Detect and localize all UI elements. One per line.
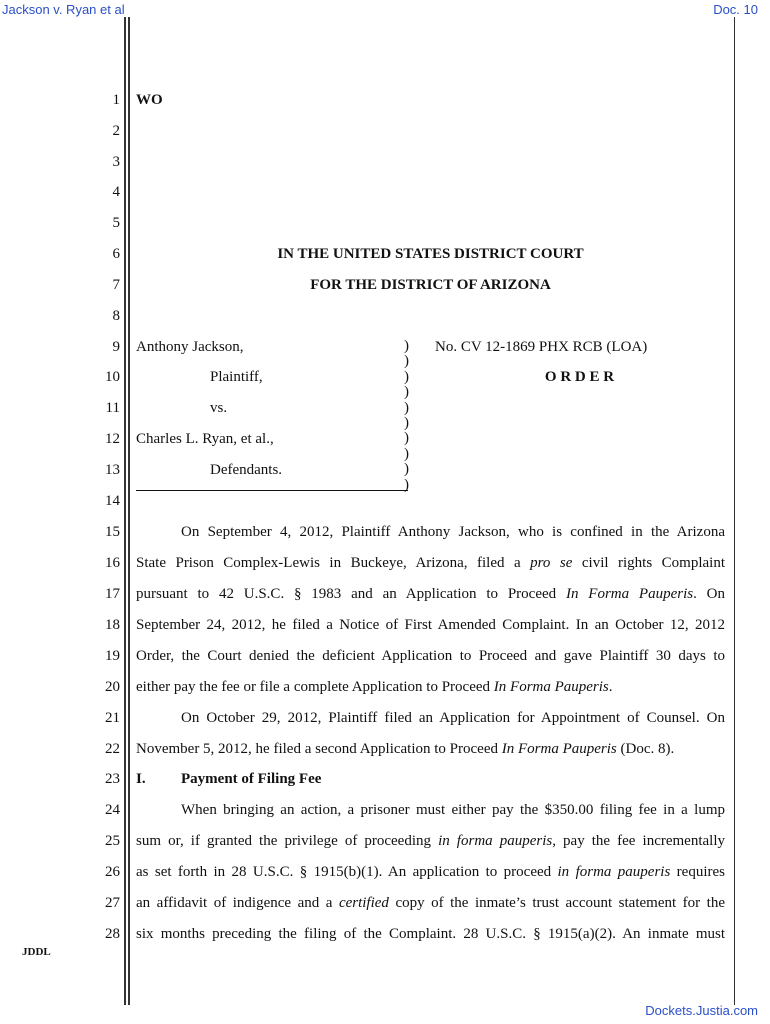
court-district: FOR THE DISTRICT OF ARIZONA <box>310 277 551 293</box>
line-number: 9 <box>112 339 120 355</box>
para1-line16: State Prison Complex-Lewis in Buckeye, Arizona, filed a pro se civil rights Complaint <box>136 555 725 571</box>
para1-line15: On September 4, 2012, Plaintiff Anthony Jackson, who is confined in the Arizona <box>181 524 725 540</box>
line-number: 16 <box>105 555 120 571</box>
para2-line22: November 5, 2012, he filed a second Application to Proceed In Forma Pauperis (Doc. 8). <box>136 741 675 757</box>
line-number: 25 <box>105 833 120 849</box>
para1-line17: pursuant to 42 U.S.C. § 1983 and an Application to Proceed In Forma Pauperis. On <box>136 586 725 602</box>
line-number: 14 <box>105 493 120 509</box>
section-title: Payment of Filing Fee <box>181 771 322 787</box>
line-number: 10 <box>105 369 120 385</box>
line-number: 11 <box>105 400 120 416</box>
line-number: 7 <box>112 277 120 293</box>
plaintiff-name: Anthony Jackson, <box>136 339 244 355</box>
line-number: 28 <box>105 926 120 942</box>
line-number: 6 <box>112 246 120 262</box>
line-number: 2 <box>112 123 120 139</box>
justia-footer-link[interactable]: Dockets.Justia.com <box>645 1003 758 1018</box>
para1-line20: either pay the fee or file a complete Application to Proceed In Forma Pauperis. <box>136 679 613 695</box>
line-number: 17 <box>105 586 120 602</box>
case-number: No. CV 12-1869 PHX RCB (LOA) <box>435 339 648 355</box>
line-number: 8 <box>112 308 120 324</box>
versus-label: vs. <box>210 400 228 416</box>
line-number: 4 <box>112 184 120 200</box>
doc-number-link[interactable]: Doc. 10 <box>713 2 758 17</box>
caption-underline <box>136 490 408 491</box>
line-number: 13 <box>105 462 120 478</box>
line-number: 18 <box>105 617 120 633</box>
left-margin-rule <box>124 17 126 1005</box>
para3-line26: as set forth in 28 U.S.C. § 1915(b)(1). An application to proceed in forma pauperis requires <box>136 864 725 880</box>
line-number: 21 <box>105 710 120 726</box>
para2-line21: On October 29, 2012, Plaintiff filed an Application for Appointment of Counsel. On <box>181 710 725 726</box>
para3-line28: six months preceding the filing of the Complaint. 28 U.S.C. § 1915(a)(2). An inmate must <box>136 926 725 942</box>
line-number: 3 <box>112 154 120 170</box>
right-margin-rule <box>734 17 735 1005</box>
line-number: 24 <box>105 802 120 818</box>
line-number: 26 <box>105 864 120 880</box>
court-name: IN THE UNITED STATES DISTRICT COURT <box>277 246 584 262</box>
line-number: 15 <box>105 524 120 540</box>
left-margin-rule-inner <box>128 17 130 1005</box>
line-number: 22 <box>105 741 120 757</box>
case-title-link[interactable]: Jackson v. Ryan et al <box>2 2 125 17</box>
para3-line24: When bringing an action, a prisoner must either pay the $350.00 filing fee in a lump <box>181 802 725 818</box>
plaintiff-role: Plaintiff, <box>210 369 263 385</box>
line-number: 12 <box>105 431 120 447</box>
line-number: 23 <box>105 771 120 787</box>
para3-line25: sum or, if granted the privilege of proceeding in forma pauperis, pay the fee incrementally <box>136 833 725 849</box>
line-number: 19 <box>105 648 120 664</box>
para1-line18: September 24, 2012, he filed a Notice of First Amended Complaint. In an October 12, 2012 <box>136 617 725 633</box>
para3-line27: an affidavit of indigence and a certified copy of the inmate’s trust account statement for the <box>136 895 725 911</box>
line-number: 1 <box>112 92 120 108</box>
defendant-name: Charles L. Ryan, et al., <box>136 431 274 447</box>
para1-line19: Order, the Court denied the deficient Application to Proceed and gave Plaintiff 30 days to <box>136 648 725 664</box>
defendant-role: Defendants. <box>210 462 283 478</box>
preparer-initials: JDDL <box>22 946 51 958</box>
caption-paren-column: ) ) ) ) ) ) ) ) ) ) <box>404 338 409 493</box>
line-number: 20 <box>105 679 120 695</box>
line-number: 27 <box>105 895 120 911</box>
line-number: 5 <box>112 215 120 231</box>
wo-marker: WO <box>136 92 163 108</box>
order-title: O R D E R <box>544 369 615 385</box>
section-number: I. <box>136 771 146 787</box>
